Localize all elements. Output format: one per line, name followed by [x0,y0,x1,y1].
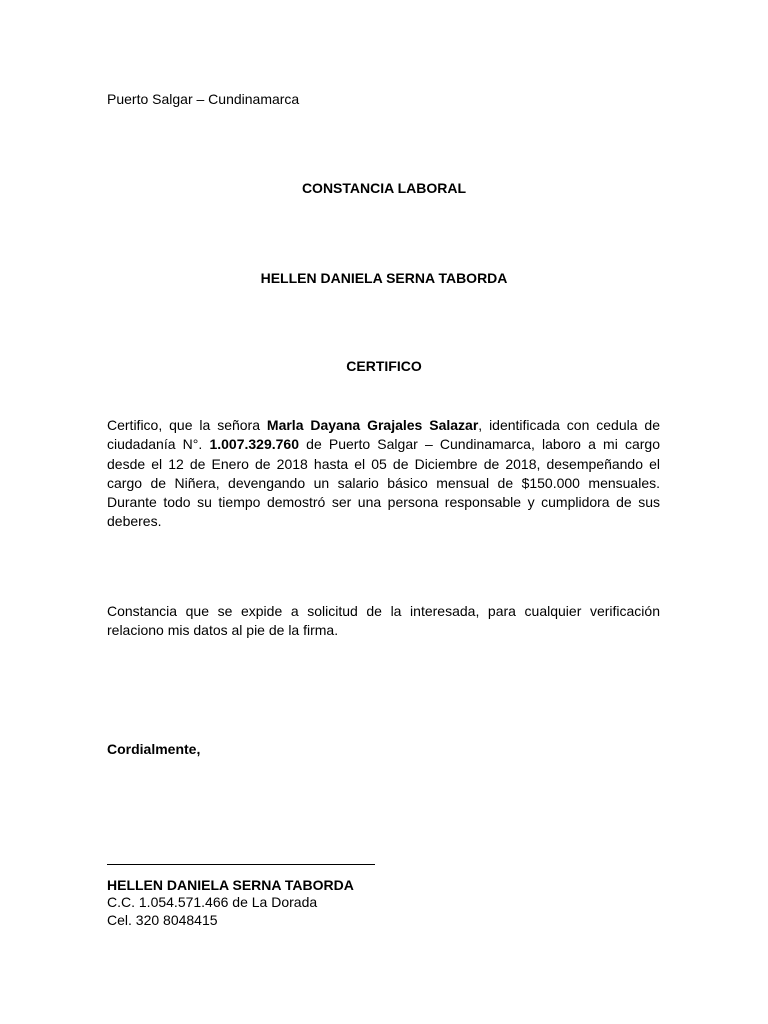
signature-line [107,864,375,865]
paragraph-text: , identificada con cedula de ciudadanía N°. [107,417,660,453]
location-line: Puerto Salgar – Cundinamarca [107,91,300,107]
signer-phone: Cel. 320 8048415 [107,912,218,928]
employer-name-heading: HELLEN DANIELA SERNA TABORDA [260,270,508,286]
certifico-heading: CERTIFICO [346,358,422,374]
signer-id: C.C. 1.054.571.466 de La Dorada [107,894,318,910]
signer-name: HELLEN DANIELA SERNA TABORDA [107,877,354,893]
certification-paragraph [107,416,660,532]
paragraph-text: Certifico, que la señora [107,417,267,433]
paragraph-text: de Puerto Salgar – Cundinamarca, laboro a mi cargo desde el 12 de Enero de 2018 hasta el 05 de Diciembre de 2018, desempeñando el cargo de Niñera, devengando un salario básico mensual de $150.000 mensuales. Durante todo su tiempo demostró ser una persona responsable y cumplidora de sus deberes. [107,436,661,530]
employee-id: 1.007.329.760 [209,436,299,453]
document-title: CONSTANCIA LABORAL [301,180,467,196]
employee-name: Marla Dayana Grajales Salazar [266,417,479,433]
closing-salutation: Cordialmente, [107,741,201,757]
issuance-paragraph: Constancia que se expide a solicitud de la interesada, para cualquier verificación relaciono mis datos al pie de la firma. [107,603,660,639]
